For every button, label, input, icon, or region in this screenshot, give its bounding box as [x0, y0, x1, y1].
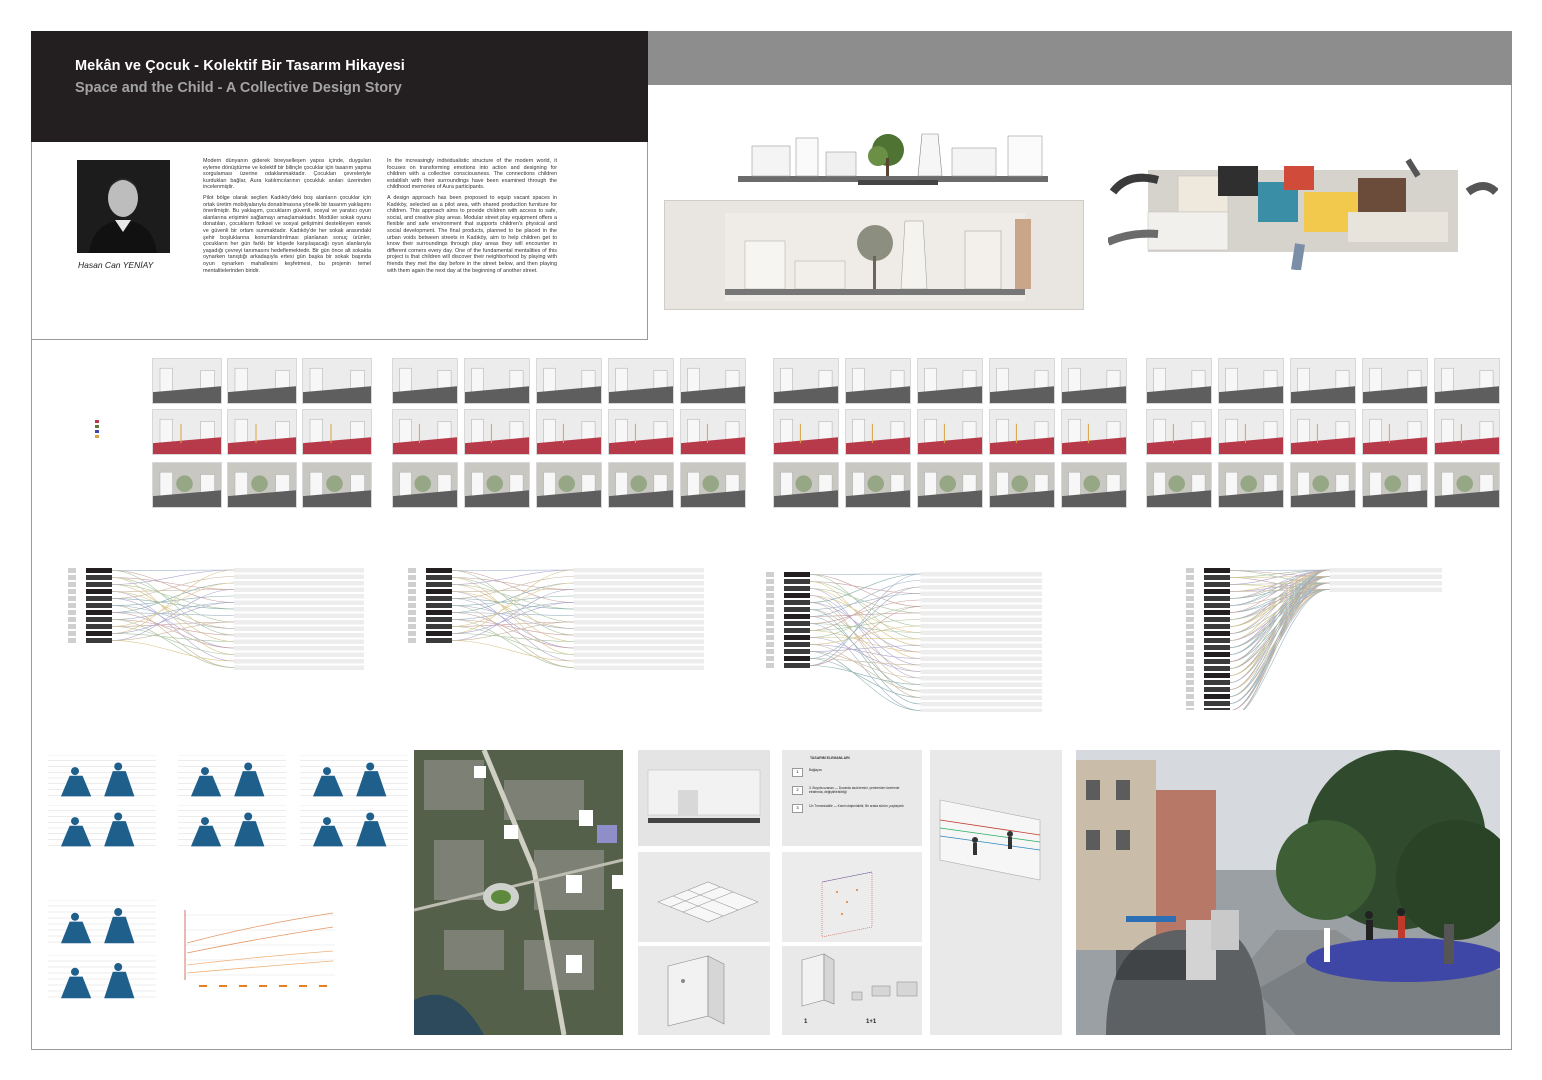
street-section-drawing: [738, 128, 1048, 194]
title-english: Space and the Child - A Collective Design Story: [75, 80, 402, 96]
section-thumbnail: [608, 358, 674, 404]
section-thumbnail: [302, 358, 372, 404]
section-thumbnail: [1061, 409, 1127, 455]
design-elements-panel: [782, 750, 922, 846]
section-thumbnail: [1146, 462, 1212, 508]
workshop-table-photo: [1108, 152, 1498, 270]
wall-play-render: [930, 750, 1062, 1035]
pose-panel: [48, 955, 156, 1003]
section-thumbnail: [1061, 462, 1127, 508]
intro-tr-paragraph-2: Pilot bölge olarak seçilen Kadıköy'deki boş alanların çocuklar için ortak üretim mobilyalarıyla donatılmasına yönelik bir tasarım yaklaşımı önerilmiştir. Bu yaklaşım, çocukların güvenli, sosyal ve yaratıcı oyun alanlarına erişimini sağlamayı amaçlamaktadır. Modüler sokak oyunu donatıları, çocukların fiziksel ve sosyal gelişimini destekleyen esnek ve güvenli bir ortam sunmaktadır. Kadıköy'de her sokak arasındaki şehir boşluklarına konumlandırılması planlanan sonuç ürünler, çocukların her gün farklı bir köşede karşılaşacağı oyun alanlarıyla yaşadığı çevreyi tanımasını hedeflemektedir. Bir gün önce alt sokakta oynarken tanıştığı arkadaşıyla ertesi gün başka bir sokak başında oyun oynarken mahallesini keşfetmesi, bu projenin temel mentalitelerinden biridir.: [203, 194, 371, 274]
intro-en-paragraph-2: A design approach has been proposed to equip vacant spaces in Kadıköy, selected as a pilot area, with shared production furniture for children. This approach aims to provide children with access to safe, social, and creative play areas. Modular street play equipment offers a flexible and safe environment that supports children's physical and social development. The final products, planned to be placed in the urban voids between streets in Kadıköy, aim to help children get to know their surroundings through play areas they will encounter in different corners every day. One of the fundamental mentalities of this project is that children will discover their neighborhood by playing with friends they met the day before in the street below, and then playing with them again the next day at the beginning of another street.: [387, 194, 557, 274]
section-thumbnail: [227, 409, 297, 455]
pose-panel: [300, 755, 408, 801]
pose-panel: [48, 755, 156, 801]
intro-text-tr: [203, 158, 371, 274]
section-thumbnail: [1146, 409, 1212, 455]
section-thumbnail: [680, 358, 746, 404]
design-element-label: Bağlayıcı: [809, 768, 823, 772]
legend-swatch: [95, 435, 99, 438]
exploded-module-drawing: [782, 852, 922, 942]
section-thumbnail: [917, 409, 983, 455]
section-model-photo: [664, 200, 1084, 310]
module-combination-panel: [782, 946, 922, 1035]
module-render-top: [638, 750, 770, 846]
section-thumbnail: [845, 409, 911, 455]
section-thumbnail: [917, 462, 983, 508]
section-thumbnail: [1434, 358, 1500, 404]
design-element-item: [792, 804, 917, 822]
section-thumbnail: [152, 462, 222, 508]
section-thumbnail: [302, 409, 372, 455]
design-element-number: 1: [792, 768, 803, 777]
section-thumbnail: [773, 462, 839, 508]
section-thumbnail: [1218, 358, 1284, 404]
section-thumbnail: [1362, 358, 1428, 404]
section-thumbnail: [1218, 409, 1284, 455]
module-label-single: 1: [804, 1019, 808, 1025]
section-thumbnail: [227, 462, 297, 508]
section-thumbnail: [680, 409, 746, 455]
section-thumbnail: [227, 358, 297, 404]
pose-panel: [48, 900, 156, 948]
section-thumbnail: [680, 462, 746, 508]
header-gray-band: [648, 31, 1512, 85]
section-thumbnail: [464, 462, 530, 508]
section-thumbnail: [845, 358, 911, 404]
design-elements-heading: TASARIM ELEMANLARI: [810, 756, 850, 760]
mapping-sankey: [68, 568, 364, 678]
section-thumbnail: [989, 462, 1055, 508]
section-thumbnail: [152, 409, 222, 455]
design-element-number: 3: [792, 804, 803, 813]
section-thumbnail: [1434, 409, 1500, 455]
section-thumbnail: [1061, 358, 1127, 404]
design-element-item: [792, 768, 917, 786]
section-thumbnail: [845, 462, 911, 508]
mapping-sankey: [1186, 568, 1442, 710]
section-thumbnail: [1290, 462, 1356, 508]
legend-small: [95, 420, 150, 438]
block-module-drawing: [638, 946, 770, 1035]
pose-panel: [178, 805, 286, 851]
section-thumbnail: [536, 409, 602, 455]
section-thumbnail: [536, 358, 602, 404]
legend-swatch: [95, 420, 99, 423]
module-label-double: 1+1: [866, 1019, 877, 1025]
section-thumbnail: [608, 462, 674, 508]
section-thumbnail: [1290, 358, 1356, 404]
mapping-sankey: [766, 572, 1042, 712]
section-thumbnail: [152, 358, 222, 404]
section-thumbnail: [1218, 462, 1284, 508]
grid-module-drawing: [638, 852, 770, 942]
design-element-label: 1/n Tırmanılabilir — Kısmi ulaştırılabilir, Bir arada sürüm, paylaşımlı: [809, 804, 904, 808]
section-thumbnail: [989, 358, 1055, 404]
section-thumbnail: [1146, 358, 1212, 404]
pose-panel: [178, 755, 286, 801]
section-thumbnail: [1362, 462, 1428, 508]
legend-swatch: [95, 425, 99, 428]
legend-swatch: [95, 430, 99, 433]
pose-panel: [300, 805, 408, 851]
section-thumbnail: [989, 409, 1055, 455]
section-thumbnail: [464, 409, 530, 455]
design-element-number: 2: [792, 786, 803, 795]
intro-text-en: [387, 158, 557, 274]
intro-en-paragraph-1: In the increasingly individualistic structure of the modern world, it focuses on transforming emotions into action and designing for children with a collective consciousness. The connections children establish with their surroundings have been examined through the childhood memories of Aura participants.: [387, 158, 557, 191]
section-thumbnail: [773, 358, 839, 404]
growth-line-chart: [175, 905, 385, 1035]
section-thumbnail: [302, 462, 372, 508]
street-render-photo: [1076, 750, 1500, 1035]
aerial-map: [414, 750, 623, 1035]
section-thumbnail: [392, 358, 458, 404]
title-turkish: Mekân ve Çocuk - Kolektif Bir Tasarım Hikayesi: [75, 58, 405, 74]
section-thumbnail: [392, 409, 458, 455]
intro-tr-paragraph-1: Modern dünyanın giderek bireyselleşen yapısı içinde, duyguları eyleme dönüştürme ve kolektif bir bilinçle çocuklar için tasarım yapma sorgulaması üzerine odaklanmaktadır. Çocukları çevreleriyle kurdukları bağlar, Aura katılımcılarının çocukluk anıları üzerinden incelenmiştir.: [203, 158, 371, 191]
section-thumbnail: [917, 358, 983, 404]
section-thumbnail: [608, 409, 674, 455]
section-thumbnail: [536, 462, 602, 508]
section-thumbnail: [1362, 409, 1428, 455]
section-thumbnail: [392, 462, 458, 508]
author-portrait: [77, 160, 170, 253]
design-element-label: 3. Boyuta uzanan — Duvarda asılı/zemini, çemberden üzerimde etrafımda, değiştirilebilirliği: [809, 786, 900, 794]
author-name: Hasan Can YENİAY: [78, 260, 154, 270]
design-element-item: [792, 786, 917, 804]
mapping-sankey: [408, 568, 704, 678]
section-thumbnail: [1290, 409, 1356, 455]
pose-panel: [48, 805, 156, 851]
section-thumbnail: [464, 358, 530, 404]
section-thumbnail: [1434, 462, 1500, 508]
section-thumbnail: [773, 409, 839, 455]
